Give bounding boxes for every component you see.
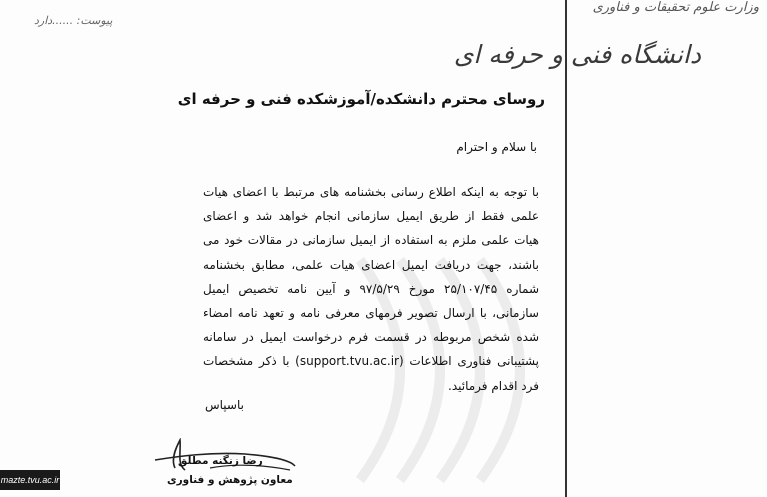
closing: باسپاس: [205, 398, 244, 412]
ministry-name: وزارت علوم تحقیقات و فناوری: [592, 0, 759, 15]
greeting: با سلام و احترام: [456, 140, 537, 154]
university-name: دانشگاه فنی و حرفه ای: [453, 40, 701, 69]
letter-body: با توجه به اینکه اطلاع رسانی بخشنامه های مرتبط با اعضای هیات علمی فقط از طریق ایمیل سازمانی انجام خواهد شد و اعضای هیات علمی ملزم به استفاده از ایمیل سازمانی در مقالات خود می باشند، جهت دریافت ایمیل اعضای هیات علمی، مطابق بخشنامه شماره ۲۵/۱۰۷/۴۵ مورخ ۹۷/۵/۲۹ و آیین نامه تخصیص ایمیل سازمانی، با ارسال تصویر فرمهای معرفی نامه و تعهد نامه امضاء شده شخص مربوطه در قسمت فرم درخواست ایمیل در سامانه پشتیبانی فناوری اطلاعات (support.tvu.ac.ir) با ذکر مشخصات فرد اقدام فرمائید.: [203, 185, 540, 393]
website-label: mazte.tvu.ac.ir: [0, 470, 60, 490]
margin-rule: [565, 0, 567, 497]
addressee: روسای محترم دانشکده/آموزشکده فنی و حرفه ای: [177, 90, 545, 108]
attachment-note: پیوست: ......دارد: [34, 14, 113, 27]
signatory-name: رضا زنگنه مطلق: [178, 455, 263, 467]
signatory-title: معاون پژوهش و فناوری: [167, 474, 293, 486]
